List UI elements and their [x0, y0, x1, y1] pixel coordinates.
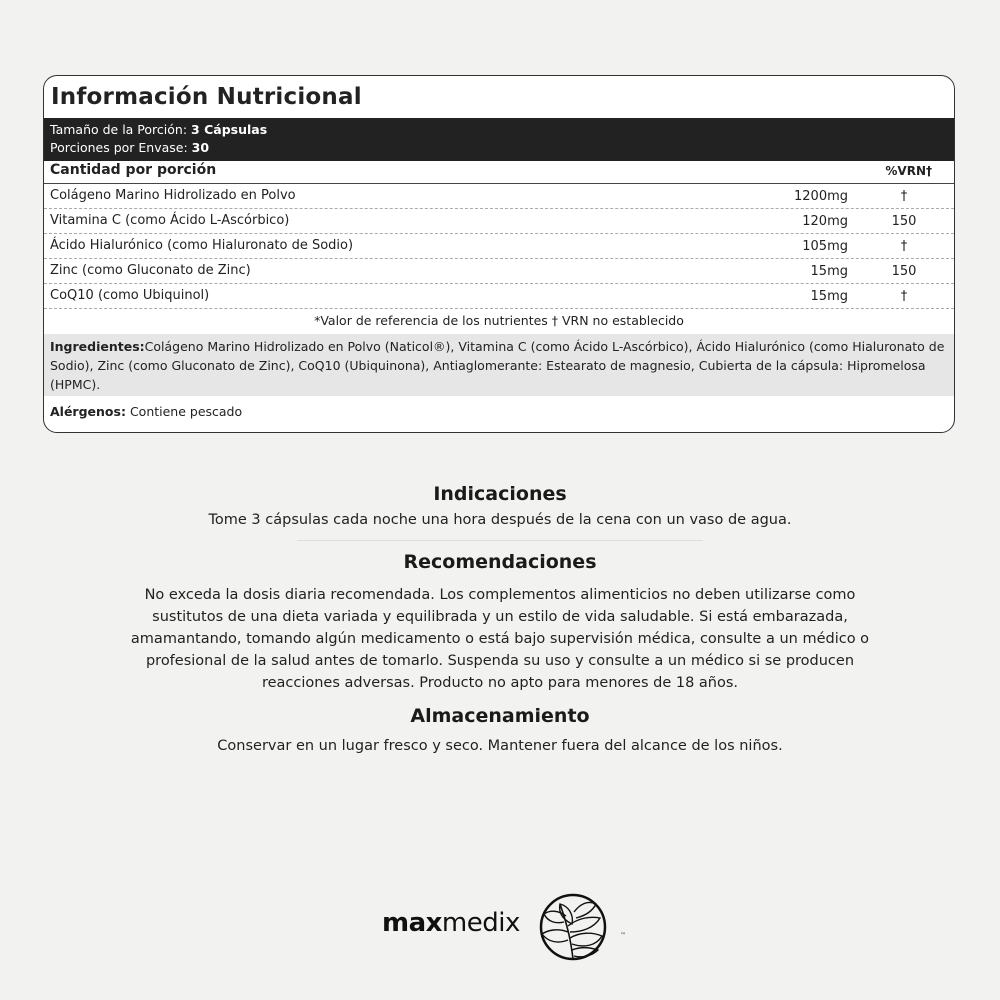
- ingredients-label: Ingredientes:: [50, 339, 145, 354]
- table-header: [44, 161, 954, 184]
- nutrient-vrn: †: [900, 189, 908, 204]
- nutrient-amount: 120mg: [802, 214, 848, 229]
- table-row: [44, 259, 954, 284]
- nutrient-amount: 15mg: [810, 264, 848, 279]
- ingredients-block: [44, 334, 954, 396]
- brand-wordmark: [382, 908, 520, 938]
- brand-name-bold: max: [382, 908, 442, 938]
- nutrient-name: CoQ10 (como Ubiquinol): [50, 288, 210, 303]
- nutrient-name: Ácido Hialurónico (como Hialuronato de Sodio): [50, 238, 354, 253]
- table-row: [44, 284, 954, 309]
- allergens-line: [50, 404, 242, 419]
- nutrient-name: Colágeno Marino Hidrolizado en Polvo: [50, 188, 296, 203]
- nutrient-vrn: †: [900, 239, 908, 254]
- nutrient-vrn: 150: [891, 264, 917, 279]
- storage-title: Almacenamiento: [410, 705, 590, 727]
- allergens-label: Alérgenos:: [50, 404, 126, 419]
- table-row: [44, 234, 954, 259]
- recommendations-line: profesional de la salud antes de tomarlo. Suspenda su uso y consulte a un médico si se producen: [145, 653, 855, 669]
- recommendations-line: No exceda la dosis diaria recomendada. Los complementos alimenticios no deben utilizarse como: [144, 587, 856, 603]
- vrn-footnote: *Valor de referencia de los nutrientes † VRN no establecido: [314, 313, 684, 328]
- leaf-circle-icon: [538, 892, 608, 962]
- brand-logo: [382, 892, 642, 962]
- serving-size: [50, 122, 267, 137]
- allergens-text: Contiene pescado: [129, 404, 243, 419]
- nutrient-vrn: †: [900, 289, 908, 304]
- nutrition-title: Información Nutricional: [51, 84, 362, 110]
- nutrient-amount: 15mg: [810, 289, 848, 304]
- vrn-header: %VRN†: [885, 164, 932, 178]
- table-row: [44, 209, 954, 234]
- storage-text: Conservar en un lugar fresco y seco. Mantener fuera del alcance de los niños.: [217, 738, 783, 754]
- nutrient-name: Zinc (como Gluconato de Zinc): [50, 263, 251, 278]
- recommendations-line: amamantando, tomando algún medicamento o está bajo supervisión médica, consulte a un médico o: [130, 631, 870, 647]
- section-divider: [297, 540, 703, 541]
- amount-header: Cantidad por porción: [50, 162, 217, 178]
- nutrient-amount: 105mg: [802, 239, 848, 254]
- brand-name-light: medix: [441, 908, 520, 938]
- serving-size-value: 3 Cápsulas: [191, 122, 268, 137]
- indications-text: Tome 3 cápsulas cada noche una hora después de la cena con un vaso de agua.: [208, 512, 792, 528]
- recommendations-line: reacciones adversas. Producto no apto para menores de 18 años.: [261, 675, 739, 691]
- indications-title: Indicaciones: [433, 483, 567, 505]
- nutrient-name: Vitamina C (como Ácido L-Ascórbico): [50, 213, 290, 228]
- serving-size-label: Tamaño de la Porción:: [50, 122, 188, 137]
- nutrition-facts-panel: [43, 75, 955, 433]
- recommendations-text: [0, 584, 1000, 694]
- table-row: [44, 184, 954, 209]
- recommendations-line: sustitutos de una dieta variada y equilibrada y un estilo de vida saludable. Si está embarazada,: [152, 609, 848, 625]
- trademark-symbol: ™: [620, 932, 626, 939]
- servings-per-container: [50, 140, 209, 155]
- nutrient-amount: 1200mg: [794, 189, 848, 204]
- recommendations-title: Recomendaciones: [403, 551, 597, 573]
- serving-info-bar: [44, 118, 954, 161]
- servings-value: 30: [191, 140, 210, 155]
- servings-label: Porciones por Envase:: [50, 140, 188, 155]
- nutrient-vrn: 150: [891, 214, 917, 229]
- ingredients-text: Colágeno Marino Hidrolizado en Polvo (Naticol®), Vitamina C (como Ácido L-Ascórbico), Ácido Hialurónico (como Hialuronato de Sodio), Zinc (como Gluconato de Zinc), CoQ10 (Ubiquinona), Antiaglomerante: Estearato de magnesio, Cubierta de la cápsula: Hipromelosa (HPMC).: [50, 339, 945, 392]
